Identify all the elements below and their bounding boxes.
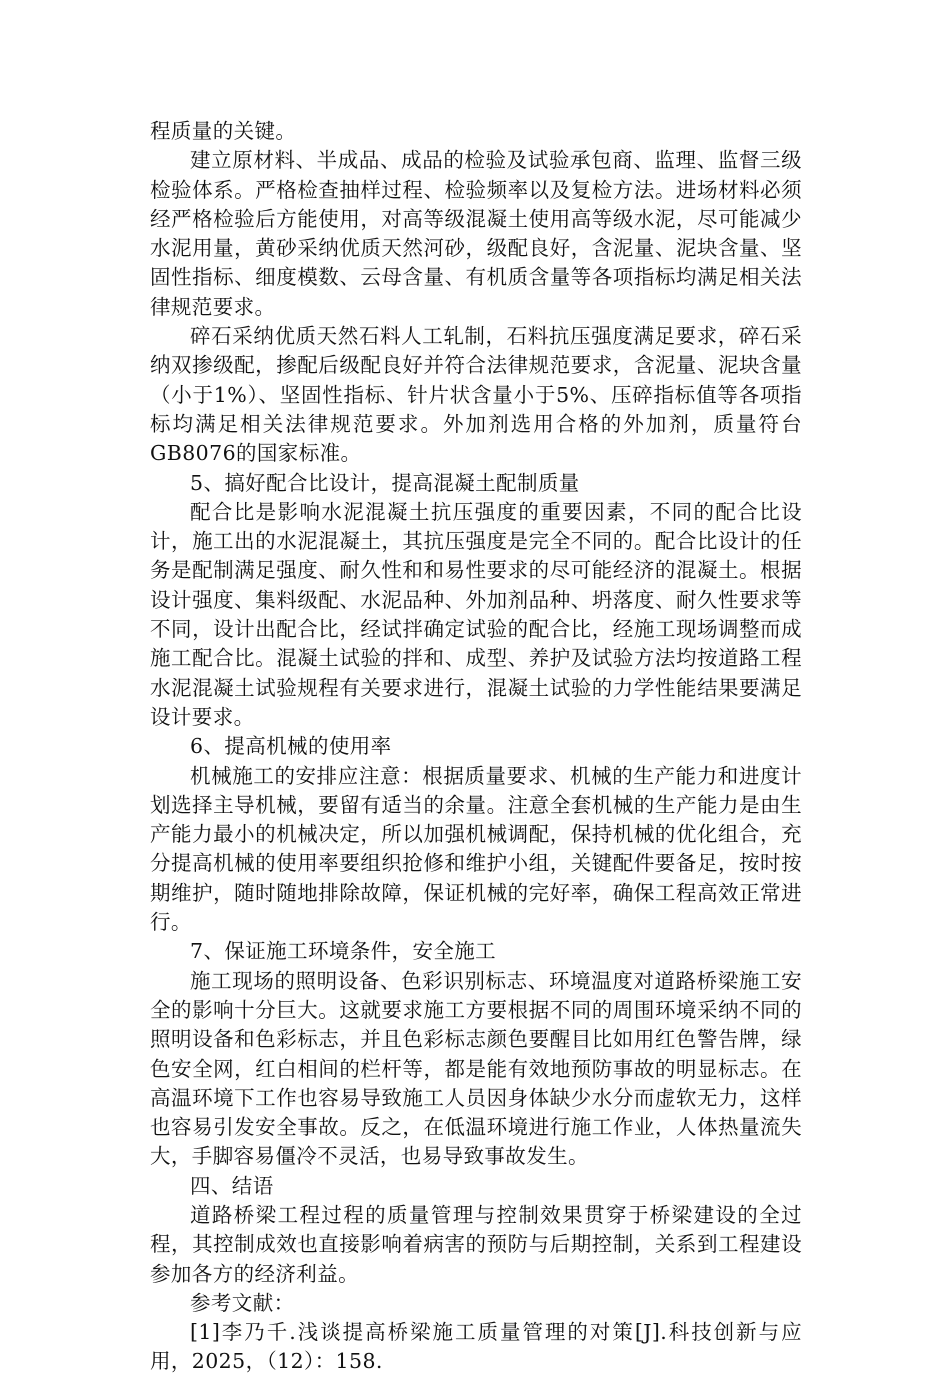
paragraph-mix-design: 配合比是影响水泥混凝土抗压强度的重要因素，不同的配合比设计，施工出的水泥混凝土，其抗压强度是完全不同的。配合比设计的任务是配制满足强度、耐久性和和易性要求的尽可能经济的混凝土。根据设计强度、集料级配、水泥品种、外加剂品种、坍落度、耐久性要求等不同，设计出配合比，经试拌确定试验的配合比，经施工现场调整而成施工配合比。混凝土试验的拌和、成型、养护及试验方法均按道路工程水泥混凝土试验规程有关要求进行，混凝土试验的力学性能结果要满足设计要求。 [150,499,802,729]
document-body [150,117,802,1377]
reference-item: [1]李乃千.浅谈提高桥梁施工质量管理的对策[J].科技创新与应用，2025，（12）：158. [150,1320,802,1374]
section-heading-machinery: 6、提高机械的使用率 [190,734,392,759]
paragraph-conclusion: 道路桥梁工程过程的质量管理与控制效果贯穿于桥梁建设的全过程，其控制成效也直接影响着病害的预防与后期控制，关系到工程建设参加各方的经济利益。 [150,1202,802,1286]
paragraph-machinery: 机械施工的安排应注意：根据质量要求、机械的生产能力和进度计划选择主导机械，要留有适当的余量。注意全套机械的生产能力是由生产能力最小的机械决定，所以加强机械调配，保持机械的优化组合，充分提高机械的使用率要组织抢修和维护小组，关键配件要备足，按时按期维护，随时随地排除故障，保证机械的完好率，确保工程高效正常进行。 [150,763,802,935]
section-heading-mix-design: 5、搞好配合比设计，提高混凝土配制质量 [190,470,580,495]
paragraph-continuation: 程质量的关键。 [150,119,297,143]
section-heading-conclusion: 四、结语 [190,1173,274,1198]
paragraph-crushed-stone: 碎石采纳优质天然石料人工轧制，石料抗压强度满足要求，碎石采纳双掺级配，掺配后级配良好并符合法律规范要求，含泥量、泥块含量（小于1%）、坚固性指标、针片状含量小于5%、压碎指标值等各项指标均满足相关法律规范要求。外加剂选用合格的外加剂，质量符台GB8076的国家标准。 [150,324,802,466]
paragraph-environment: 施工现场的照明设备、色彩识别标志、环境温度对道路桥梁施工安全的影响十分巨大。这就要求施工方要根据不同的周围环境采纳不同的照明设备和色彩标志，并且色彩标志颜色要醒目比如用红色警告牌，绿色安全网，红白相间的栏杆等，都是能有效地预防事故的明显标志。在高温环境下工作也容易导致施工人员因身体缺少水分而虚软无力，这样也容易引发安全事故。反之，在低温环境进行施工作业，人体热量流失大，手脚容易僵冷不灵活，也易导致事故发生。 [150,968,802,1169]
paragraph-inspection-system: 建立原材料、半成品、成品的检验及试验承包商、监理、监督三级检验体系。严格检查抽样过程、检验频率以及复检方法。进场材料必须经严格检验后方能使用，对高等级混凝土使用高等级水泥，尽可能减少水泥用量，黄砂采纳优质天然河砂，级配良好，含泥量、泥块含量、坚固性指标、细度模数、云母含量、有机质含量等各项指标均满足相关法律规范要求。 [150,148,802,319]
references-heading: 参考文献： [190,1290,295,1315]
section-heading-environment: 7、保证施工环境条件，安全施工 [190,939,497,964]
